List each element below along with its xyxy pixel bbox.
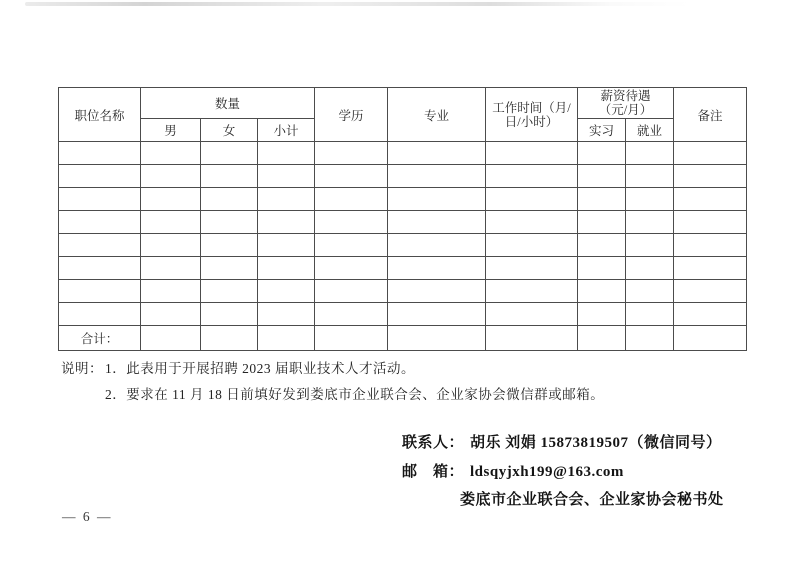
empty-cell [315, 303, 388, 326]
table-empty-row [59, 142, 747, 165]
empty-cell [141, 234, 201, 257]
empty-cell [388, 257, 486, 280]
empty-cell [315, 211, 388, 234]
table-empty-row [59, 165, 747, 188]
contact-line-3: 娄底市企业联合会、企业家协会秘书处 [460, 492, 724, 508]
empty-cell [141, 165, 201, 188]
scan-artifact [25, 2, 690, 6]
empty-cell [258, 165, 315, 188]
empty-cell [674, 165, 747, 188]
contact-email-value: ldsqyjxh199@163.com [470, 463, 624, 480]
empty-cell [626, 188, 674, 211]
empty-cell [486, 211, 578, 234]
empty-cell [486, 303, 578, 326]
header-cell-position: 职位名称 [59, 88, 141, 142]
contact-email-label: 邮 箱： [402, 463, 465, 480]
empty-cell [141, 142, 201, 165]
page-number: — 6 — [62, 509, 113, 524]
empty-cell [201, 234, 258, 257]
header-cell-employment: 就业 [626, 119, 674, 142]
empty-cell [674, 142, 747, 165]
empty-cell [141, 326, 201, 351]
empty-cell [201, 142, 258, 165]
empty-cell [141, 211, 201, 234]
empty-cell [626, 280, 674, 303]
table-empty-row [59, 211, 747, 234]
empty-cell [258, 211, 315, 234]
empty-cell [388, 326, 486, 351]
total-label-cell: 合计： [59, 326, 141, 351]
empty-cell [486, 142, 578, 165]
header-cell-worktime [486, 88, 578, 142]
empty-cell [258, 326, 315, 351]
empty-cell [578, 188, 626, 211]
header-cell-female: 女 [201, 119, 258, 142]
empty-cell [674, 280, 747, 303]
empty-cell [626, 234, 674, 257]
table-empty-row [59, 234, 747, 257]
empty-cell [258, 234, 315, 257]
empty-cell [388, 303, 486, 326]
empty-cell [578, 211, 626, 234]
empty-cell [626, 142, 674, 165]
empty-cell [315, 188, 388, 211]
empty-cell [626, 165, 674, 188]
contact-line-1 [402, 429, 724, 458]
empty-cell [201, 188, 258, 211]
empty-cell [258, 188, 315, 211]
empty-cell [141, 257, 201, 280]
header-cell-salary [578, 88, 674, 119]
empty-cell [578, 257, 626, 280]
table-header [59, 88, 747, 142]
empty-cell [388, 165, 486, 188]
empty-cell [486, 165, 578, 188]
empty-cell [315, 234, 388, 257]
header-cell-male: 男 [141, 119, 201, 142]
empty-cell [315, 142, 388, 165]
empty-cell [486, 188, 578, 211]
empty-cell [59, 234, 141, 257]
empty-cell [626, 211, 674, 234]
empty-cell [578, 142, 626, 165]
total-row [59, 326, 747, 351]
empty-cell [578, 326, 626, 351]
empty-cell [486, 234, 578, 257]
recruitment-table [58, 87, 747, 351]
empty-cell [674, 211, 747, 234]
empty-cell [674, 303, 747, 326]
empty-cell [388, 211, 486, 234]
salary-line1: 薪资待遇 [600, 89, 651, 103]
empty-cell [578, 165, 626, 188]
empty-cell [578, 303, 626, 326]
worktime-line1: 工作时间（月/ [492, 100, 571, 115]
table-empty-row [59, 303, 747, 326]
empty-cell [578, 234, 626, 257]
header-cell-quantity: 数量 [141, 88, 315, 119]
header-row-1 [59, 88, 747, 119]
empty-cell [141, 280, 201, 303]
empty-cell [626, 303, 674, 326]
empty-cell [201, 303, 258, 326]
empty-cell [486, 326, 578, 351]
worktime-line2: 日/小时） [504, 114, 559, 129]
empty-cell [388, 280, 486, 303]
empty-cell [674, 326, 747, 351]
empty-cell [388, 188, 486, 211]
empty-cell [59, 257, 141, 280]
empty-cell [578, 280, 626, 303]
empty-cell [201, 280, 258, 303]
empty-cell [315, 280, 388, 303]
header-cell-major: 专业 [388, 88, 486, 142]
empty-cell [201, 326, 258, 351]
notes-items [105, 356, 604, 407]
empty-cell [315, 165, 388, 188]
empty-cell [315, 326, 388, 351]
contact-section [402, 429, 724, 515]
empty-cell [674, 234, 747, 257]
contact-line-2 [402, 458, 724, 487]
table-empty-row [59, 188, 747, 211]
table-empty-row [59, 280, 747, 303]
table-empty-row [59, 257, 747, 280]
empty-cell [59, 211, 141, 234]
empty-cell [59, 280, 141, 303]
empty-cell [59, 188, 141, 211]
empty-cell [388, 234, 486, 257]
notes-section [61, 356, 761, 407]
empty-cell [201, 211, 258, 234]
empty-cell [486, 280, 578, 303]
note-item-1: 1．此表用于开展招聘 2023 届职业技术人才活动。 [105, 361, 415, 376]
salary-line2: （元/月） [598, 103, 653, 117]
empty-cell [486, 257, 578, 280]
empty-cell [674, 188, 747, 211]
note-item-2: 2．要求在 11 月 18 日前填好发到娄底市企业联合会、企业家协会微信群或邮箱。 [105, 386, 605, 402]
contact-person-value: 胡乐 刘娟 15873819507（微信同号） [470, 435, 722, 451]
empty-cell [258, 257, 315, 280]
contact-person-label: 联系人： [402, 435, 465, 451]
empty-cell [59, 303, 141, 326]
empty-cell [258, 142, 315, 165]
empty-cell [201, 165, 258, 188]
header-cell-education: 学历 [315, 88, 388, 142]
header-cell-subtotal: 小计 [258, 119, 315, 142]
empty-cell [141, 188, 201, 211]
empty-cell [59, 142, 141, 165]
header-cell-remarks: 备注 [674, 88, 747, 142]
empty-cell [388, 142, 486, 165]
empty-cell [626, 257, 674, 280]
empty-cell [315, 257, 388, 280]
notes-label: 说明： [61, 361, 103, 376]
table-body [59, 142, 747, 326]
empty-cell [201, 257, 258, 280]
empty-cell [59, 165, 141, 188]
empty-cell [626, 326, 674, 351]
table-footer [59, 326, 747, 351]
header-cell-internship: 实习 [578, 119, 626, 142]
empty-cell [674, 257, 747, 280]
empty-cell [258, 280, 315, 303]
empty-cell [258, 303, 315, 326]
empty-cell [141, 303, 201, 326]
